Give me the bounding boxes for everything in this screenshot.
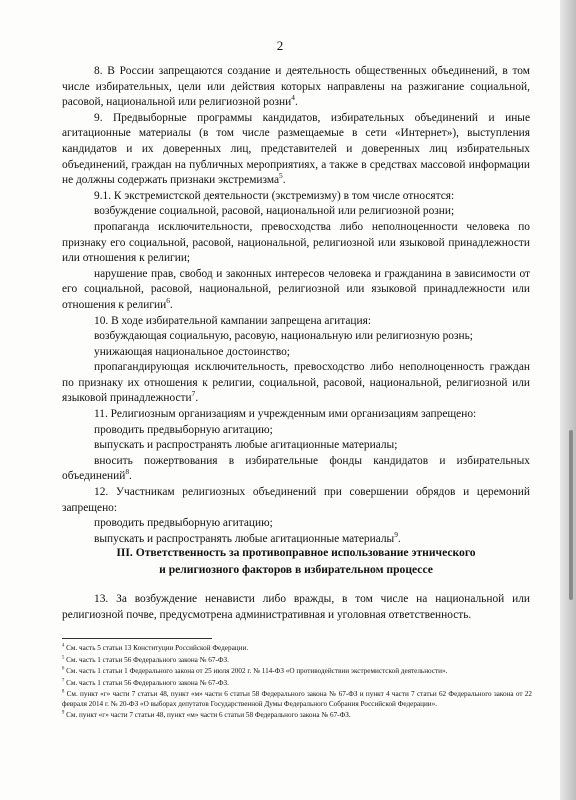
list-item: нарушение прав, свобод и законных интересов человека и гражданина в зависимости от его социальной, расовой, национальной, религиозной или языковой принадлежности или отношения к религии$^6$. [62,267,530,311]
footnote: $^4$ См. часть 5 статьи 13 Конституции Российской Федерации. [62,643,249,652]
footnote-ref: 7 [191,389,196,399]
paragraph-11: 11. Религиозным организациям и учрежденным ими организациям запрещено: [94,408,477,421]
footnote: $^9$ См. пункт «г» части 7 статьи 48, пункт «м» части 6 статьи 58 Федерального закона № 67-ФЗ. [62,710,351,720]
footnote-divider [62,638,212,639]
footnote: $^7$ См. часть 1 статьи 56 Федерального закона № 67-ФЗ. [62,678,229,687]
list-item: унижающая национальное достоинство; [94,345,290,358]
paragraph-13: 13. За возбуждение ненависти либо вражды, в том числе на национальной или религиозной почве, предусмотрена административная и уголовная ответственность. [62,593,530,621]
list-item: пропаганда исключительности, превосходства либо неполноценности человека по признаку его социальной, расовой, национальной, религиозной или языковой принадлежности или отношения к религии; [62,220,530,265]
list-item: возбуждение социальной, расовой, национальной или религиозной розни; [94,205,455,218]
footnote: $^5$ См. часть 1 статьи 56 Федерального закона № 67-ФЗ. [62,655,229,664]
main-text [62,64,530,547]
footnote: $^6$ См. часть 1 статьи 1 Федерального закона от 25 июля 2002 г. № 114-ФЗ «О противодействии экстремистской деятельности». [62,666,448,676]
footnote-ref: 9 [394,530,398,540]
footnote-ref: 6 [166,296,170,306]
list-item: проводить предвыборную агитацию; [94,423,273,436]
page-number: 2 [276,38,284,53]
paragraph-12: 12. Участникам религиозных объединений при совершении обрядов и церемоний запрещено: [62,486,530,514]
section-heading [62,544,530,578]
footnote-ref: 8 [125,467,130,477]
paragraph-8: 8. В России запрещаются создание и деятельность общественных объединений, в том числе избирательных, цели или действия которых направлены на разжигание социальной, расовой, национальной или религиозной розни$^4$. [62,65,530,109]
section-heading-line: III. Ответственность за противоправное использование этнического [116,546,476,559]
list-item: вносить пожертвования в избирательные фонды кандидатов и избирательных объединений$^8$. [62,454,530,483]
list-item: выпускать и распространять любые агитационные материалы$^9$. [94,530,401,545]
section-heading-line: и религиозного факторов в избирательном процессе [159,563,433,576]
paragraph-9: 9. Предвыборные программы кандидатов, избирательных объединений и иные агитационные материалы (в том числе размещаемые в сети «Интернет»), выступления кандидатов и их доверенных лиц, представителей и доверенных лиц избирательных объединений, граждан на публичных мероприятиях, а также в средствах массовой информации не должны содержать признаки экстремизма$^5$. [62,111,530,187]
paragraph-10: 10. В ходе избирательной кампании запрещена агитация: [94,314,372,327]
scrollbar[interactable] [560,0,576,800]
list-item: возбуждающая социальную, расовую, национальную или религиозную рознь; [94,330,473,343]
footnotes [62,644,532,723]
list-item: проводить предвыборную агитацию; [94,517,273,530]
footnote-ref: 5 [279,171,283,181]
footnote: $^8$ См. пункт «г» части 7 статьи 48, пункт «м» части 6 статьи 58 Федерального закона № 67-ФЗ и пункт 4 части 7 статьи 62 Федерального закона от 22 февраля 2014 г. № 20-ФЗ «О выборах депутатов Государственной Думы Федерального Собрания Российской Федерации». [62,689,532,708]
paragraph-9-1: 9.1. К экстремистской деятельности (экстремизму) в том числе относятся: [94,189,455,202]
scrollbar-thumb[interactable] [569,430,573,600]
list-item: выпускать и распространять любые агитационные материалы; [94,439,398,452]
list-item: пропагандирующая исключительность, превосходство либо неполноценность граждан по признаку их отношения к религии, социальной, расовой, национальной, религиозной или языковой принадлежности$^7$. [62,361,530,405]
footnote-ref: 4 [291,93,295,103]
